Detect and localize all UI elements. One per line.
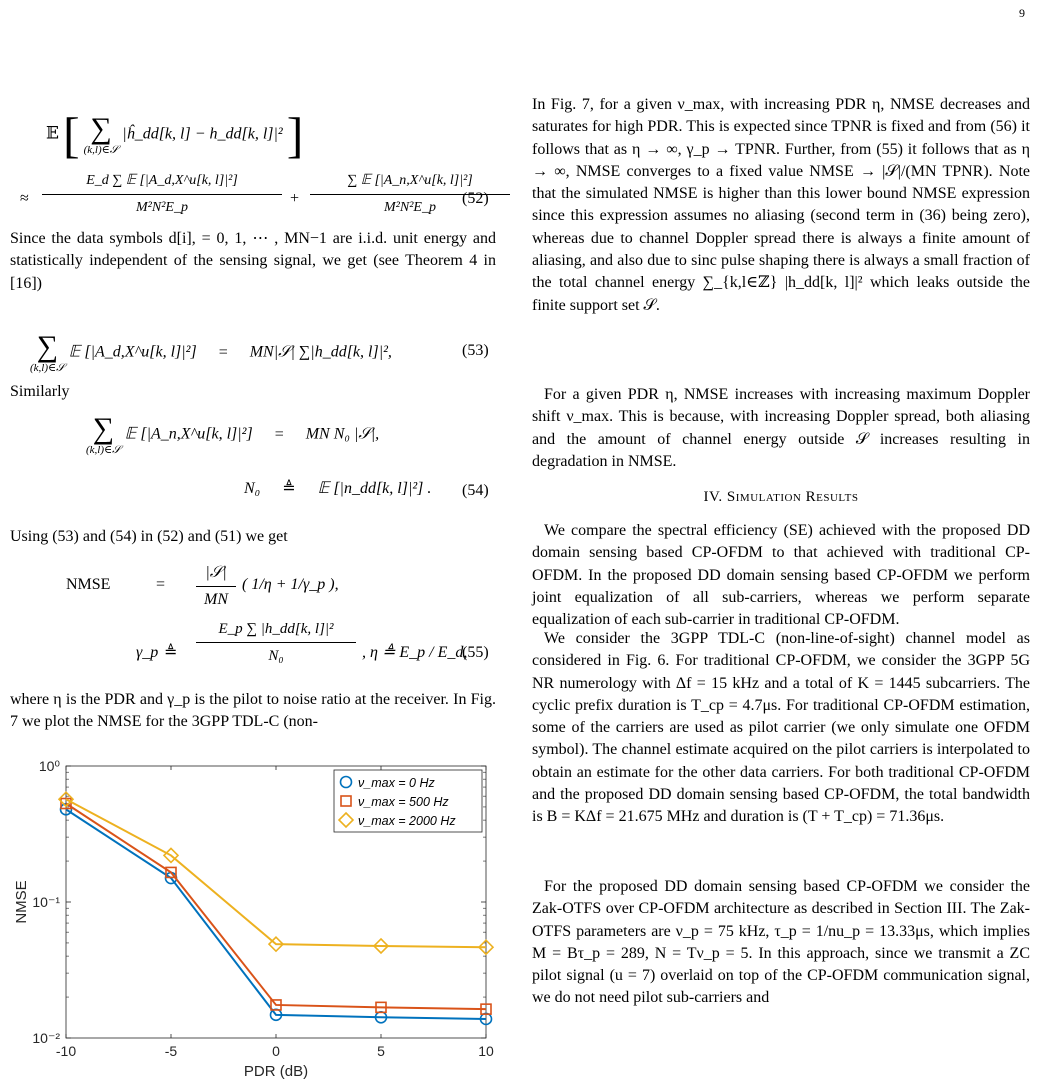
eq53-number: (53): [462, 342, 489, 359]
paragraph-channel-model: We consider the 3GPP TDL-C (non-line-of-sight) channel model as considered in Fig. 6. For traditional CP-OFDM, we consider the 3GPP 5G NR numerology with Δf = 15 kHz and a total of K = 1445 subcarriers. The cyclic prefix duration is T_cp = 4.7μs. For traditional CP-OFDM estimation, some of the carriers are used as pilot carrier (we only simulate one OFDM symbol). The channel estimate acquired on the pilot carriers is interpolated to obtain an estimate for the other data carriers. For both traditional CP-OFDM and the proposed DD domain sensing based CP-OFDM, the total bandwidth is B = KΔf = 21.675 MHz and duration is (T + T_cp) = 71.36μs.: [532, 630, 1030, 826]
x-axis-label: PDR (dB): [243, 1063, 309, 1080]
eq52-line1: 𝔼 [ ∑ (k,l)∈𝒮 |ĥ_dd[k, l] − h_dd[k, l]|² ]: [46, 107, 304, 163]
eq52-number: (52): [462, 190, 489, 207]
legend-label-1: ν_max = 500 Hz: [358, 795, 449, 809]
nmse-chart: [10, 760, 496, 1090]
y-tick-label: 10⁻¹: [32, 894, 60, 910]
eq52-frac2: ∑ 𝔼 [|A_n,X^u[k, l]|²] M²N²E_p: [310, 170, 510, 220]
y-axis-label: NMSE: [13, 880, 30, 924]
y-tick-label: 10⁻²: [32, 1030, 60, 1046]
x-tick-label: 10: [478, 1043, 494, 1059]
paragraph-since: Since the data symbols d[i], = 0, 1, ⋯ , MN−1 are i.i.d. unit energy and statistically independent of the sensing signal, we get (see Theorem 4 in [16]): [10, 230, 496, 292]
paragraph-compare: We compare the spectral efficiency (SE) achieved with the proposed DD domain sensing based CP-OFDM to that achieved with traditional CP-OFDM. In the proposed DD domain sensing based CP-OFDM we perform joint equalization of all sub-carriers, whereas we perform separate equalization of each sub-carrier in traditional CP-OFDM.: [532, 522, 1030, 629]
paragraph-zak-otfs: For the proposed DD domain sensing based CP-OFDM we consider the Zak-OTFS over CP-OFDM architecture as described in Section III. The Zak-OTFS parameters are ν_p = 75 kHz, τ_p = 1/nu_p = 13.33μs, which implies M = Bτ_p = 289, N = Tν_p = 5. In this approach, since we transmit a ZC pilot signal (u = 7) overlaid on top of the CP-OFDM communication signal, we do not need pilot sub-carriers and: [532, 878, 1030, 1007]
paragraph-fig7-discussion: In Fig. 7, for a given ν_max, with increasing PDR η, NMSE decreases and saturates for high PDR. This is expected since TPNR is fixed and from (56) it follows that as η → ∞, γ_p → TPNR. Further, from (55) it follows that as η → ∞, NMSE converges to a fixed value NMSE → |𝒮|/(MN TPNR). Note that the simulated NMSE is higher than this lower bound NMSE expression since this expression assumes no aliasing (second term in (36) being zero), whereas due to channel Doppler spread there is always a finite amount of aliasing, and also due to sinc pulse shaping there is always a small fraction of the total channel energy ∑_{k,l∈ℤ} |h_dd[k, l]|² which leaks outside the finite support set 𝒮.: [532, 96, 1030, 314]
legend-label-0: ν_max = 0 Hz: [358, 776, 435, 790]
eq52-expectation: 𝔼: [46, 123, 59, 143]
eq52-inner: |ĥ_dd[k, l] − h_dd[k, l]|²: [122, 125, 283, 143]
y-tick-label: 10⁰: [38, 760, 60, 774]
paragraph-using: Using (53) and (54) in (52) and (51) we get: [10, 528, 288, 545]
section-heading: IV. Simulation Results: [703, 489, 859, 505]
legend-label-2: ν_max = 2000 Hz: [358, 814, 456, 828]
eq54-line1: ∑ (k,l)∈𝒮 𝔼 [|A_n,X^u[k, l]|²] = MN N₀ |𝒮|,: [86, 412, 380, 456]
eq54-line2: N₀ ≜ 𝔼 [|n_dd[k, l]|²] .: [244, 480, 432, 497]
paragraph-doppler: For a given PDR η, NMSE increases with increasing maximum Doppler shift ν_max. This is because, with increasing Doppler spread, both aliasing and the amount of channel energy outside 𝒮 increases resulting in degradation in NMSE.: [532, 386, 1030, 470]
x-tick-label: -10: [55, 1043, 77, 1059]
paragraph-similarly: Similarly: [10, 383, 70, 400]
eq55-number: (55): [462, 644, 489, 661]
eq52-frac1: E_d ∑ 𝔼 [|A_d,X^u[k, l]|²] M²N²E_p: [42, 170, 282, 220]
eq54-number: (54): [462, 482, 489, 499]
eq52-sum: ∑ (k,l)∈𝒮: [83, 112, 119, 156]
page-number: 9: [1019, 6, 1025, 20]
paragraph-where: where η is the PDR and γ_p is the pilot to noise ratio at the receiver. In Fig. 7 we plot the NMSE for the 3GPP TDL-C (non-: [10, 691, 496, 731]
x-tick-label: 5: [377, 1043, 385, 1059]
x-tick-label: 0: [272, 1043, 280, 1059]
eq53: ∑ (k,l)∈𝒮 𝔼 [|A_d,X^u[k, l]|²] = MN|𝒮| ∑|h_dd[k, l]|²,: [30, 330, 392, 374]
x-tick-label: -5: [164, 1043, 178, 1059]
